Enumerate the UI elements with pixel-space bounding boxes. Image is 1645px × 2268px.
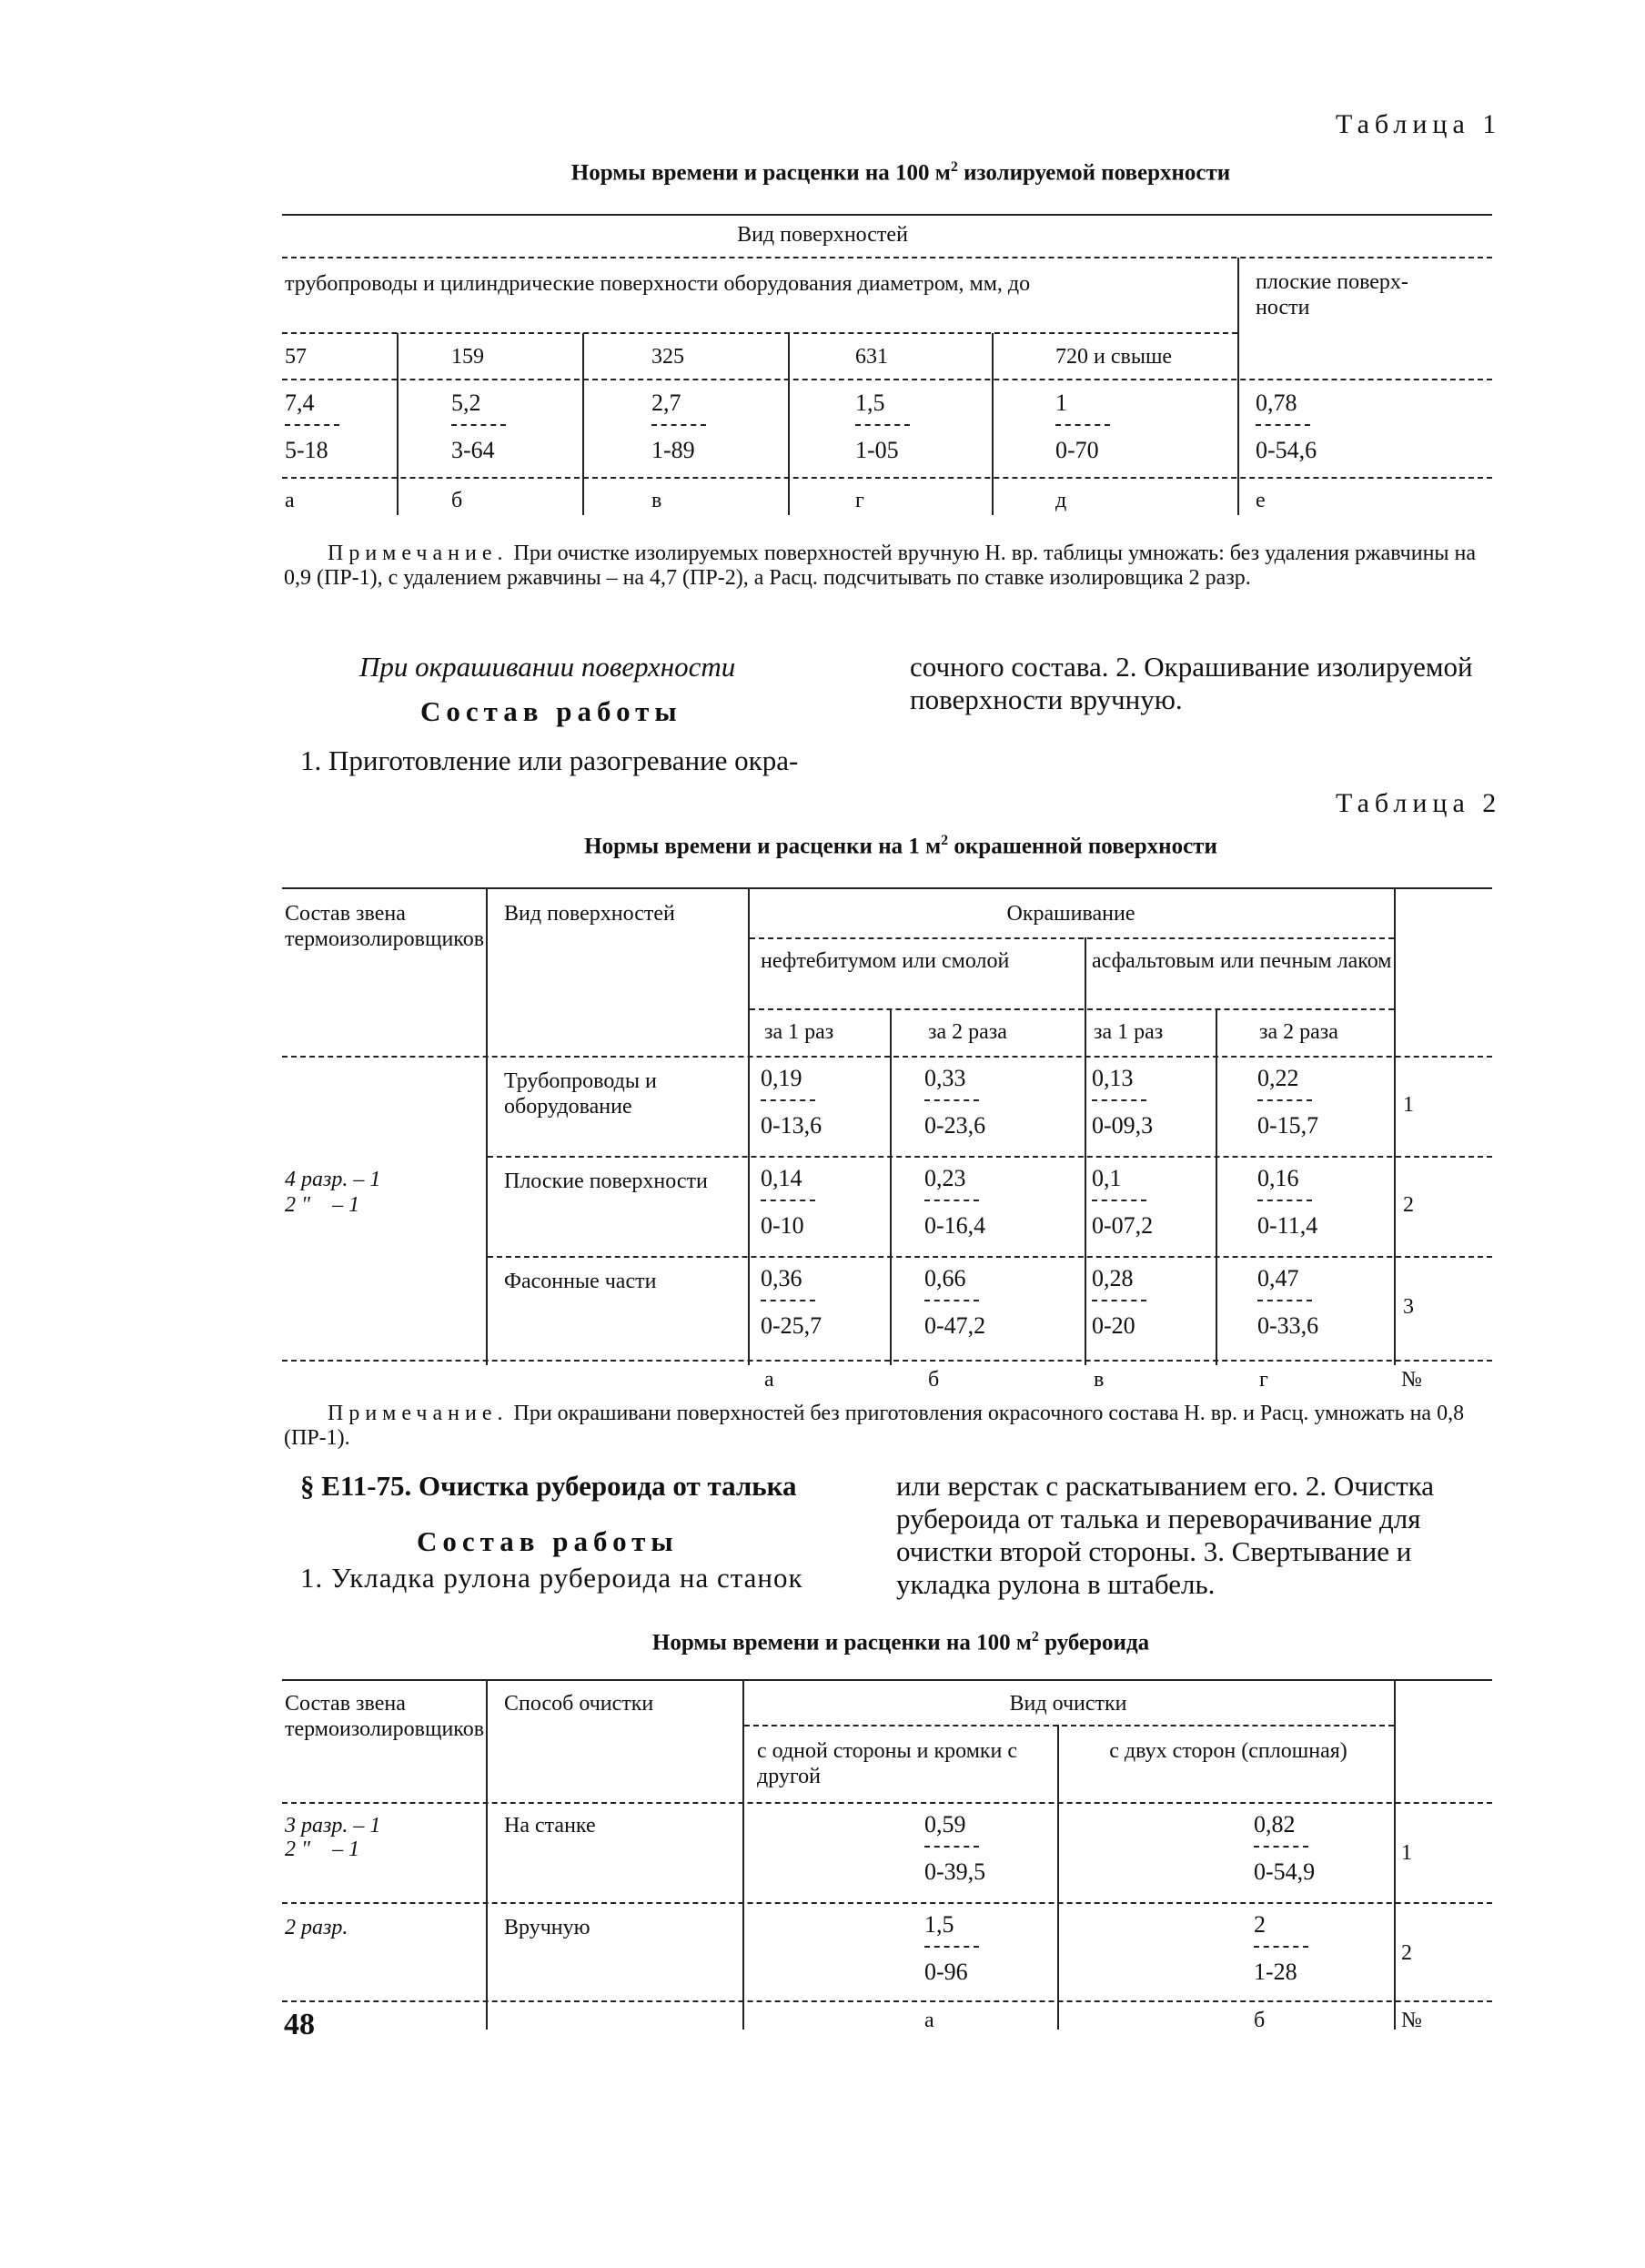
table2-value: 0,13 0-09,3 xyxy=(1092,1065,1154,1139)
table1-note: Примечание. При очистке изолируемых поверхностей вручную Н. вр. таблицы умножать: без удаления ржавчины на 0,9 (ПР-1), с удалением ржавчины – на 4,7 (ПР-2), а Расц. подсчитывать по ставке изолировщика 2 разр. xyxy=(284,542,1477,590)
table1-rule xyxy=(282,477,1492,479)
table1-col-letter: е xyxy=(1256,489,1266,512)
table1-divider xyxy=(992,333,994,515)
table3-col-letter: № xyxy=(1401,2009,1422,2032)
table1-divider xyxy=(788,333,790,515)
table1-value: 7,4 5-18 xyxy=(285,390,339,464)
table3-header-both: с двух сторон (сплошная) xyxy=(1109,1739,1347,1763)
table2-rule xyxy=(282,1056,1492,1058)
table2-value: 0,16 0-11,4 xyxy=(1257,1165,1318,1239)
table3-divider xyxy=(1057,1725,1059,2030)
table3-divider xyxy=(486,1680,488,2030)
table1-top-rule xyxy=(282,214,1492,216)
table2-value: 0,36 0-25,7 xyxy=(761,1265,822,1339)
table2-col-letter: в xyxy=(1094,1368,1105,1392)
table3-crew-line: 2 разр. xyxy=(285,1916,348,1939)
table2-divider xyxy=(748,888,750,1365)
painting-composition: Состав работы xyxy=(420,695,682,727)
table1-col-letter: б xyxy=(451,489,463,512)
table1-col-letter: д xyxy=(1055,489,1067,512)
section-composition: Состав работы xyxy=(417,1525,679,1557)
table1-rule xyxy=(282,379,1492,380)
table2-header-asphalt: асфальтовым или печным лаком xyxy=(1092,949,1392,973)
table2-row-name: Плоские поверхности xyxy=(504,1169,708,1193)
table2-rule xyxy=(488,1256,1492,1258)
table3-col-letter: а xyxy=(924,2009,934,2032)
table1-header-group: Вид поверхностей xyxy=(737,223,908,247)
table2-divider xyxy=(486,888,488,1365)
painting-step1: 1. Приготовление или разогревание окра- xyxy=(300,744,799,776)
section-step1: 1. Укладка рулона рубероида на станок xyxy=(300,1562,803,1594)
table2-value: 0,1 0-07,2 xyxy=(1092,1165,1154,1239)
table1-diameter: 325 xyxy=(651,345,684,369)
table2-value: 0,33 0-23,6 xyxy=(924,1065,986,1139)
table2-header-surface: Вид поверхностей xyxy=(504,902,675,926)
painting-heading: При окрашивании поверхности xyxy=(359,651,736,683)
table2-value: 0,19 0-13,6 xyxy=(761,1065,822,1139)
table1-divider xyxy=(397,333,399,515)
table1-caption: Таблица 1 xyxy=(1336,109,1502,139)
table2-row-number: 1 xyxy=(1403,1093,1414,1117)
table3-divider xyxy=(742,1680,744,2030)
table2-rule xyxy=(488,1156,1492,1158)
table2-header-crew: Состав звена термоизолировщиков xyxy=(285,902,485,951)
table3-crew-line: 2 " – 1 xyxy=(285,1838,360,1861)
table3-row-number: 2 xyxy=(1401,1941,1412,1965)
table2-divider xyxy=(1216,1008,1217,1365)
table2-note: Примечание. При окрашивани поверхностей без приготовления окрасочного состава Н. вр. и Расц. умножать на 0,8 (ПР-1). xyxy=(284,1402,1465,1450)
table3-value: 0,82 0-54,9 xyxy=(1254,1811,1316,1885)
table1-col-letter: в xyxy=(651,489,662,512)
table1-header-pipes: трубопроводы и цилиндрические поверхности оборудования диаметром, мм, до xyxy=(285,272,1031,296)
table2-col-letter: а xyxy=(764,1368,774,1392)
table2-value: 0,22 0-15,7 xyxy=(1257,1065,1319,1139)
table3-value: 1,5 0-96 xyxy=(924,1911,979,1986)
table3-rule xyxy=(282,2000,1492,2002)
table2-top-rule xyxy=(282,887,1492,889)
table1-header-flat: плоские поверх-ности xyxy=(1256,270,1408,319)
table2-value: 0,28 0-20 xyxy=(1092,1265,1146,1340)
table2-col-letter: б xyxy=(928,1368,940,1392)
table1-value: 1,5 1-05 xyxy=(855,390,910,464)
table3-method: На станке xyxy=(504,1814,596,1838)
painting-continuation: сочного состава. 2. Окрашивание изолируемой поверхности вручную. xyxy=(910,651,1473,715)
table1-value: 2,7 1-89 xyxy=(651,390,706,464)
table3-col-letter: б xyxy=(1254,2009,1266,2032)
table1-diameter: 631 xyxy=(855,345,888,369)
table2-value: 0,14 0-10 xyxy=(761,1165,815,1240)
table3-header-type: Вид очистки xyxy=(1009,1692,1127,1716)
table3-rule xyxy=(282,1902,1492,1904)
table2-value: 0,66 0-47,2 xyxy=(924,1265,986,1339)
table3-rule xyxy=(744,1725,1394,1726)
table3-title: Нормы времени и расценки на 100 $м^2$ рубероида xyxy=(651,1629,1150,1655)
table3-value: 2 1-28 xyxy=(1254,1911,1308,1986)
table1-value: 0,78 0-54,6 xyxy=(1256,390,1317,463)
table2-divider xyxy=(1394,888,1396,1365)
table3-divider xyxy=(1394,1680,1396,2030)
table1-value: 5,2 3-64 xyxy=(451,390,506,464)
table1-col-letter: а xyxy=(285,489,295,512)
table2-crew-line: 2 " – 1 xyxy=(285,1193,360,1217)
table1-col-letter: г xyxy=(855,489,864,512)
table1-diameter: 720 и свыше xyxy=(1055,345,1173,369)
table2-rule xyxy=(282,1360,1492,1362)
table3-rule xyxy=(282,1802,1492,1804)
table3-header-method: Способ очистки xyxy=(504,1692,654,1716)
table2-row-number: 3 xyxy=(1403,1295,1414,1319)
table1-rule xyxy=(282,257,1492,258)
table1-value: 1 0-70 xyxy=(1055,390,1110,464)
table3-crew-line: 3 разр. – 1 xyxy=(285,1814,381,1838)
table1-diameter: 159 xyxy=(451,345,484,369)
page-number: 48 xyxy=(284,2008,315,2041)
table2-value: 0,47 0-33,6 xyxy=(1257,1265,1319,1339)
table2-caption: Таблица 2 xyxy=(1336,788,1502,818)
table2-title: Нормы времени и расценки на 1 $м^2$ окрашенной поверхности xyxy=(584,833,1217,859)
table2-header-painting: Окрашивание xyxy=(1006,902,1135,926)
table2-col-letter: № xyxy=(1401,1368,1422,1392)
section-continuation: или верстак с раскатыванием его. 2. Очистка рубероида от талька и переворачивание для очистки второй стороны. 3. Свертывание и укладка рулона в штабель. xyxy=(896,1470,1435,1600)
table2-rule xyxy=(750,1008,1394,1010)
table3-header-one-side: с одной стороны и кромки с другой xyxy=(757,1739,1018,1788)
table1-divider xyxy=(582,333,584,515)
table3-value: 0,59 0-39,5 xyxy=(924,1811,986,1885)
table2-header-twice: за 2 раза xyxy=(928,1020,1007,1044)
table1-title: Нормы времени и расценки на 100 $м^2$ изолируемой поверхности xyxy=(570,159,1231,186)
table1-rule xyxy=(282,332,1237,334)
section-title: § Е11-75. Очистка рубероида от талька xyxy=(300,1470,797,1502)
table2-header-once: за 1 раз xyxy=(1094,1020,1164,1044)
table1-diameter: 57 xyxy=(285,345,307,369)
table2-crew-line: 4 разр. – 1 xyxy=(285,1168,381,1191)
table2-row-name: Трубопроводы и оборудование xyxy=(504,1069,657,1119)
table3-header-crew: Состав звена термоизолировщиков xyxy=(285,1692,485,1741)
table2-header-once: за 1 раз xyxy=(764,1020,834,1044)
table2-header-bitumen: нефтебитумом или смолой xyxy=(761,949,1010,973)
table2-row-name: Фасонные части xyxy=(504,1270,657,1293)
table3-method: Вручную xyxy=(504,1916,590,1939)
table2-rule xyxy=(750,937,1394,939)
table3-top-rule xyxy=(282,1679,1492,1681)
table2-value: 0,23 0-16,4 xyxy=(924,1165,986,1239)
table2-divider xyxy=(1085,937,1086,1365)
table2-col-letter: г xyxy=(1259,1368,1268,1392)
table2-header-twice: за 2 раза xyxy=(1259,1020,1338,1044)
table2-divider xyxy=(890,1008,892,1365)
table3-row-number: 1 xyxy=(1401,1841,1412,1865)
table2-row-number: 2 xyxy=(1403,1193,1414,1217)
